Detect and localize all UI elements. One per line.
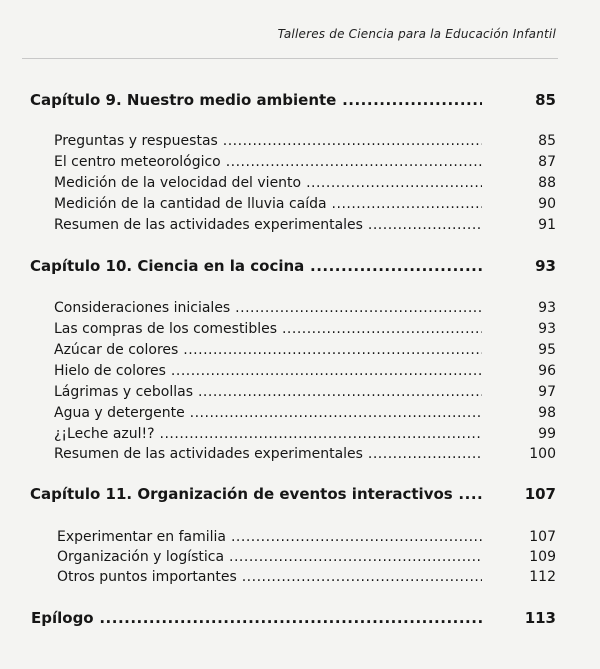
entry-title: Resumen de las actividades experimentales ..... — [54, 444, 482, 464]
entry-page-number: 95 — [538, 342, 556, 358]
toc-entry[interactable] — [0, 382, 600, 402]
entry-page-number: 109 — [529, 549, 556, 565]
toc-chapter-10[interactable] — [0, 256, 600, 276]
chapter-title: Capítulo 10. Ciencia en la cocina ..... — [30, 256, 482, 276]
entry-title: Medición de la velocidad del viento ..... — [54, 173, 482, 193]
toc-entry[interactable] — [0, 173, 600, 193]
entry-page-number: 90 — [538, 196, 556, 212]
toc-chapter-9[interactable] — [0, 90, 600, 110]
entry-page-number: 93 — [538, 300, 556, 316]
chapter-page-number: 107 — [524, 485, 556, 503]
chapter-page-number: 85 — [535, 91, 556, 109]
toc-entry[interactable] — [0, 298, 600, 318]
toc-chapter-11[interactable] — [0, 484, 600, 504]
entry-page-number: 97 — [538, 384, 556, 400]
toc-entry[interactable] — [0, 403, 600, 423]
running-head: Talleres de Ciencia para la Educación Infantil — [277, 27, 556, 41]
entry-page-number: 88 — [538, 175, 556, 191]
toc-entry[interactable] — [0, 424, 600, 444]
toc-entry[interactable] — [0, 527, 600, 547]
header-rule — [22, 58, 558, 59]
toc-entry[interactable] — [0, 131, 600, 151]
entry-page-number: 107 — [529, 529, 556, 545]
entry-title: Preguntas y respuestas ..... — [54, 131, 482, 151]
toc-entry[interactable] — [0, 361, 600, 381]
entry-title: Medición de la cantidad de lluvia caída ..... — [54, 194, 482, 214]
entry-title: Lágrimas y cebollas ..... — [54, 382, 482, 402]
entry-page-number: 98 — [538, 405, 556, 421]
entry-page-number: 96 — [538, 363, 556, 379]
entry-page-number: 100 — [529, 446, 556, 462]
entry-title: Resumen de las actividades experimentales ..... — [54, 215, 482, 235]
toc-entry[interactable] — [0, 319, 600, 339]
entry-title: Experimentar en familia ..... — [57, 527, 482, 547]
entry-title: Consideraciones iniciales ..... — [54, 298, 482, 318]
chapter-title: Capítulo 9. Nuestro medio ambiente ..... — [30, 90, 482, 110]
entry-title: Otros puntos importantes ..... — [57, 567, 482, 587]
chapter-page-number: 113 — [524, 609, 556, 627]
entry-page-number: 91 — [538, 217, 556, 233]
chapter-title: Capítulo 11. Organización de eventos interactivos ..... — [30, 484, 482, 504]
chapter-title: Epílogo ..... — [31, 608, 482, 628]
entry-title: Agua y detergente ..... — [54, 403, 482, 423]
toc-epilogue[interactable] — [0, 608, 600, 628]
toc-entry[interactable] — [0, 567, 600, 587]
toc-entry[interactable] — [0, 152, 600, 172]
entry-page-number: 112 — [529, 569, 556, 585]
toc-entry[interactable] — [0, 547, 600, 567]
toc-entry[interactable] — [0, 444, 600, 464]
entry-page-number: 93 — [538, 321, 556, 337]
entry-title: Organización y logística ..... — [57, 547, 482, 567]
entry-page-number: 85 — [538, 133, 556, 149]
toc-entry[interactable] — [0, 194, 600, 214]
entry-title: Azúcar de colores ..... — [54, 340, 482, 360]
entry-title: Las compras de los comestibles ..... — [54, 319, 482, 339]
entry-page-number: 99 — [538, 426, 556, 442]
toc-entry[interactable] — [0, 215, 600, 235]
entry-title: Hielo de colores ..... — [54, 361, 482, 381]
toc-entry[interactable] — [0, 340, 600, 360]
entry-title: El centro meteorológico ..... — [54, 152, 482, 172]
entry-page-number: 87 — [538, 154, 556, 170]
chapter-page-number: 93 — [535, 257, 556, 275]
entry-title: ¿¡Leche azul!? ..... — [54, 424, 482, 444]
